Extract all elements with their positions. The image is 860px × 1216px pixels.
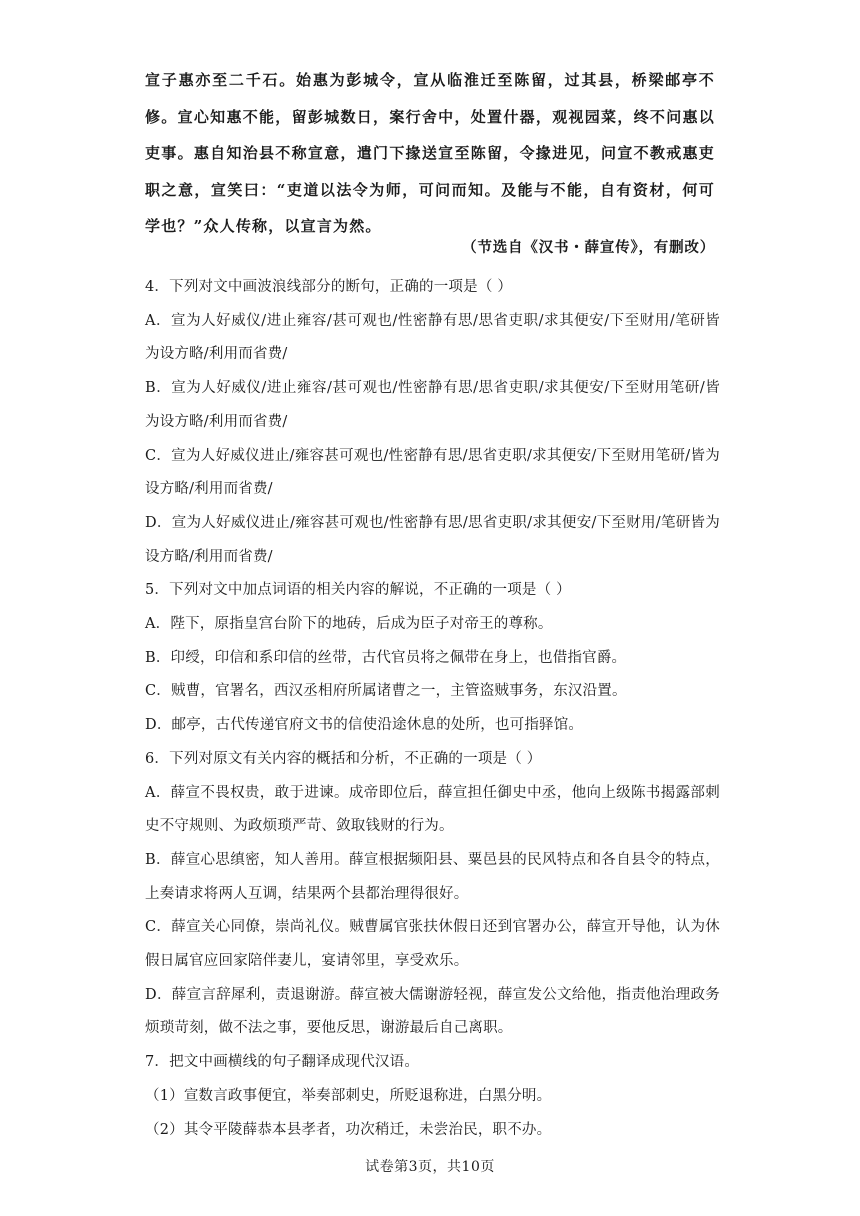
question-5-option-d: D．邮亭，古代传递官府文书的信使沿途休息的处所，也可指驿馆。: [145, 717, 584, 734]
question-5-stem: 5．下列对文中加点词语的相关内容的解说，不正确的一项是（ ）: [145, 582, 571, 599]
question-6-stem: 6．下列对原文有关内容的概括和分析，不正确的一项是（ ）: [145, 750, 542, 767]
question-4-option-c: C．宣为人好威仪进止/雍容甚可观也/性密静有思/思省吏职/求其便安/下至财用笔研/皆为设方略/利用而省费/: [145, 447, 720, 498]
passage-text: 宣子惠亦至二千石。始惠为彭城令，宣从临淮迁至陈留，过其县，桥梁邮亭不修。宣心知惠不能，留彭城数日，案行舍中，处置什器，观视园菜，终不问惠以吏事。惠自知治县不称宣意，遣门下掾送宣至陈留，令掾进见，问宣不教戒惠吏职之意，宣笑曰：“吏道以法令为师，可问而知。及能与不能，自有资材，何可学也？”众人传称，以宣言为然。: [145, 71, 715, 235]
question-5-option-a: A．陛下，原指皇宫台阶下的地砖，后成为臣子对帝王的尊称。: [145, 616, 553, 633]
passage-excerpt: [145, 62, 715, 245]
question-5-option-c: C．贼曹，官署名，西汉丞相府所属诸曹之一，主管盗贼事务，东汉沿置。: [145, 683, 627, 700]
page-footer: 试卷第3页，共10页: [365, 1159, 495, 1175]
question-6-option-a: A．薛宣不畏权贵，敢于进谏。成帝即位后，薛宣担任御史中丞，他向上级陈书揭露部刺史不守规则、为政烦琐严苛、敛取钱财的行为。: [145, 784, 720, 835]
question-4-stem: 4．下列对文中画波浪线部分的断句，正确的一项是（ ）: [145, 279, 513, 295]
question-4-option-b: B．宣为人好威仪/进止雍容/甚可观也/性密静有思/思省吏职/求其便安/下至财用笔研/皆为设方略/利用而省费/: [145, 380, 720, 430]
question-7-stem: 7．把文中画横线的句子翻译成现代汉语。: [145, 1054, 420, 1071]
question-list: [145, 271, 720, 1147]
question-6-option-b: B．薛宣心思缜密，知人善用。薛宣根据频阳县、粟邑县的民风特点和各自县令的特点，上奏请求将两人互调，结果两个县都治理得很好。: [145, 851, 720, 902]
question-4-option-d: D．宣为人好威仪进止/雍容甚可观也/性密静有思/思省吏职/求其便安/下至财用/笔研皆为设方略/利用而省费/: [145, 514, 720, 565]
question-5-option-b: B．印绶，印信和系印信的丝带，古代官员将之佩带在身上，也借指官爵。: [145, 649, 627, 666]
question-6-option-d: D．薛宣言辞犀利，责退谢游。薛宣被大儒谢游轻视，薛宣发公文给他，指责他治理政务烦琐苛刻，做不法之事，要他反思，谢游最后自己离职。: [145, 986, 720, 1037]
question-7-sentence-1: （1）宣数言政事便宜，举奏部刺史，所贬退称进，白黑分明。: [145, 1087, 552, 1104]
question-4-option-a: A．宣为人好威仪/进止雍容/甚可观也/性密静有思/思省吏职/求其便安/下至财用/笔研皆为设方略/利用而省费/: [145, 312, 720, 363]
question-7-sentence-2: （2）其令平陵薛恭本县孝者，功次稍迁，未尝治民，职不办。: [145, 1121, 552, 1138]
passage-source: （节选自《汉书・薛宣传》，有删改）: [462, 239, 715, 256]
question-6-option-c: C．薛宣关心同僚，崇尚礼仪。贼曹属官张扶休假日还到官署办公，薛宣开导他，认为休假日属官应回家陪伴妻儿，宴请邻里，享受欢乐。: [145, 919, 720, 970]
